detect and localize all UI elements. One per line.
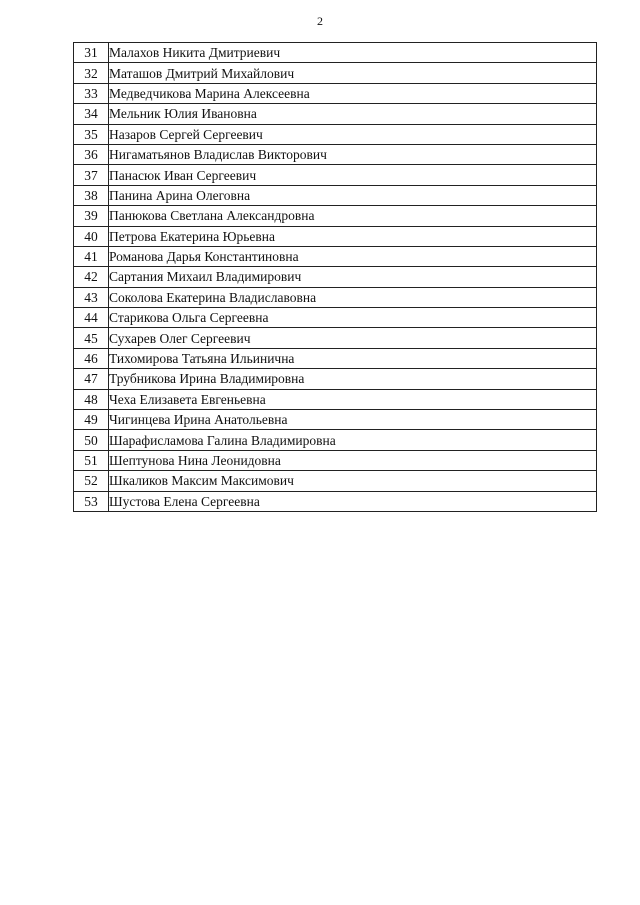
row-number: 48	[74, 389, 109, 409]
table-row	[74, 389, 597, 409]
row-number: 33	[74, 83, 109, 103]
person-name: Мельник Юлия Ивановна	[109, 104, 597, 124]
person-name: Сартания Михаил Владимирович	[109, 267, 597, 287]
table-row	[74, 430, 597, 450]
person-name: Шептунова Нина Леонидовна	[109, 450, 597, 470]
table-row	[74, 348, 597, 368]
person-name: Панина Арина Олеговна	[109, 185, 597, 205]
table-row	[74, 83, 597, 103]
person-name: Назаров Сергей Сергеевич	[109, 124, 597, 144]
table-row	[74, 43, 597, 63]
person-name: Малахов Никита Дмитриевич	[109, 43, 597, 63]
table-row	[74, 144, 597, 164]
person-name: Чеха Елизавета Евгеньевна	[109, 389, 597, 409]
page-number: 2	[317, 14, 323, 28]
row-number: 45	[74, 328, 109, 348]
table-row	[74, 63, 597, 83]
person-name: Чигинцева Ирина Анатольевна	[109, 410, 597, 430]
row-number: 39	[74, 206, 109, 226]
row-number: 52	[74, 471, 109, 491]
table-row	[74, 124, 597, 144]
table-row	[74, 491, 597, 511]
row-number: 38	[74, 185, 109, 205]
person-name: Маташов Дмитрий Михайлович	[109, 63, 597, 83]
table-row	[74, 328, 597, 348]
row-number: 40	[74, 226, 109, 246]
row-number: 35	[74, 124, 109, 144]
row-number: 36	[74, 144, 109, 164]
table-row	[74, 471, 597, 491]
row-number: 44	[74, 308, 109, 328]
person-name: Петрова Екатерина Юрьевна	[109, 226, 597, 246]
person-name: Медведчикова Марина Алексеевна	[109, 83, 597, 103]
row-number: 32	[74, 63, 109, 83]
table-row	[74, 450, 597, 470]
table-body	[74, 43, 597, 512]
table-row	[74, 226, 597, 246]
row-number: 47	[74, 369, 109, 389]
row-number: 49	[74, 410, 109, 430]
person-name: Шкаликов Максим Максимович	[109, 471, 597, 491]
row-number: 41	[74, 246, 109, 266]
person-name: Старикова Ольга Сергеевна	[109, 308, 597, 328]
table-row	[74, 246, 597, 266]
table-row	[74, 287, 597, 307]
row-number: 46	[74, 348, 109, 368]
table-row	[74, 165, 597, 185]
table-row	[74, 267, 597, 287]
row-number: 37	[74, 165, 109, 185]
person-name: Шарафисламова Галина Владимировна	[109, 430, 597, 450]
row-number: 51	[74, 450, 109, 470]
person-name: Романова Дарья Константиновна	[109, 246, 597, 266]
row-number: 42	[74, 267, 109, 287]
table-row	[74, 104, 597, 124]
table-row	[74, 185, 597, 205]
person-name: Тихомирова Татьяна Ильинична	[109, 348, 597, 368]
person-name: Трубникова Ирина Владимировна	[109, 369, 597, 389]
person-name: Панюкова Светлана Александровна	[109, 206, 597, 226]
person-name: Нигаматьянов Владислав Викторович	[109, 144, 597, 164]
person-name: Панасюк Иван Сергеевич	[109, 165, 597, 185]
table-row	[74, 369, 597, 389]
table-row	[74, 206, 597, 226]
person-name: Шустова Елена Сергеевна	[109, 491, 597, 511]
row-number: 34	[74, 104, 109, 124]
table-row	[74, 308, 597, 328]
row-number: 43	[74, 287, 109, 307]
row-number: 50	[74, 430, 109, 450]
row-number: 31	[74, 43, 109, 63]
row-number: 53	[74, 491, 109, 511]
person-name: Соколова Екатерина Владиславовна	[109, 287, 597, 307]
name-list-table	[73, 42, 597, 512]
person-name: Сухарев Олег Сергеевич	[109, 328, 597, 348]
table-row	[74, 410, 597, 430]
